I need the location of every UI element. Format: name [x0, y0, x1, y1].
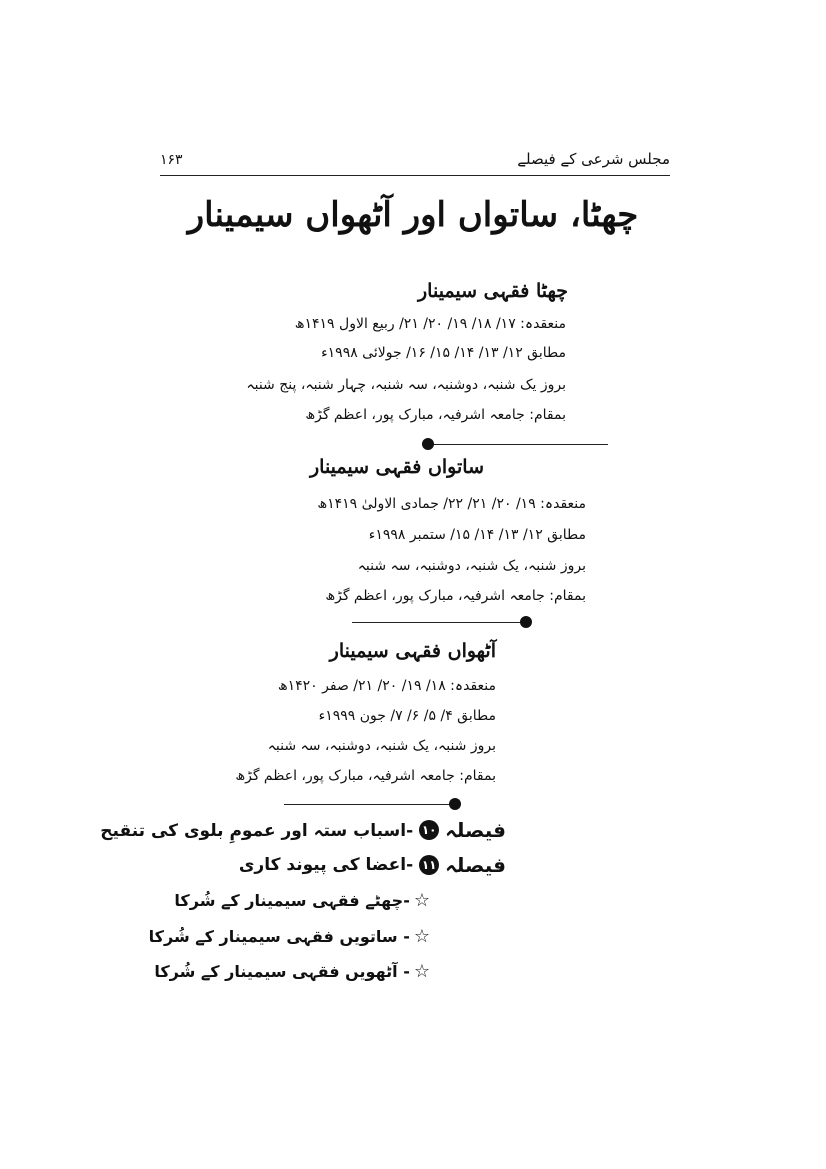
decision-number-badge: ۱۰	[419, 820, 439, 840]
running-header	[160, 150, 670, 176]
decision-title: -اسباب ستہ اور عمومِ بلوی کی تنقیح	[100, 820, 414, 841]
separator-line	[428, 444, 608, 445]
participants-seminar-6	[174, 890, 430, 911]
decision-word: فیصلہ	[445, 853, 506, 877]
seminar-6-corresponding: مطابق ۱۲/ ۱۳/ ۱۴/ ۱۵/ ۱۶/ جولائی ۱۹۹۸ء	[321, 345, 566, 361]
separator-line	[352, 622, 530, 623]
seminar-8-held: منعقدہ: ۱۸/ ۱۹/ ۲۰/ ۲۱/ صفر ۱۴۲۰ھ	[277, 678, 496, 694]
decision-10	[100, 818, 506, 842]
header-rule	[160, 175, 670, 176]
seminar-6-held: منعقدہ: ۱۷/ ۱۸/ ۱۹/ ۲۰/ ۲۱/ ربیع الاول ۱۴۱۹ھ	[294, 316, 566, 332]
seminar-6-heading: چھٹا فقہی سیمینار	[418, 280, 568, 302]
participants-label: -چھٹے فقہی سیمینار کے شُرکا	[174, 891, 410, 910]
decision-11	[239, 853, 506, 877]
seminar-7-venue: بمقام: جامعہ اشرفیہ، مبارک پور، اعظم گڑھ	[325, 588, 586, 604]
seminar-8-days: بروز شنبہ، یک شنبہ، دوشنبہ، سہ شنبہ	[267, 738, 496, 754]
seminar-7-heading: ساتواں فقہی سیمینار	[309, 456, 484, 478]
seminar-6-venue: بمقام: جامعہ اشرفیہ، مبارک پور، اعظم گڑھ	[305, 407, 566, 423]
participants-seminar-7	[149, 926, 430, 947]
page-title: چھٹا، ساتواں اور آٹھواں سیمینار	[187, 195, 639, 235]
participants-seminar-8	[154, 961, 430, 982]
separator-dot	[520, 616, 532, 628]
decision-number-badge: ۱۱	[419, 855, 439, 875]
participants-label: - ساتویں فقہی سیمینار کے شُرکا	[148, 927, 410, 946]
participants-label: - آٹھویں فقہی سیمینار کے شُرکا	[154, 962, 410, 981]
separator-line	[284, 804, 456, 805]
seminar-7-corresponding: مطابق ۱۲/ ۱۳/ ۱۴/ ۱۵/ ستمبر ۱۹۹۸ء	[368, 527, 586, 543]
page-number: ۱۶۳	[160, 152, 189, 168]
seminar-8-heading: آٹھواں فقہی سیمینار	[329, 640, 496, 662]
separator-dot	[422, 438, 434, 450]
separator-dot	[449, 798, 461, 810]
seminar-7-days: بروز شنبہ، یک شنبہ، دوشنبہ، سہ شنبہ	[357, 558, 586, 574]
decision-title: -اعضا کی پیوند کاری	[238, 855, 414, 875]
star-icon: ☆	[413, 961, 430, 982]
header-title: مجلس شرعی کے فیصلے	[511, 150, 670, 168]
seminar-8-corresponding: مطابق ۴/ ۵/ ۶/ ۷/ جون ۱۹۹۹ء	[318, 708, 496, 724]
star-icon: ☆	[413, 926, 430, 947]
seminar-7-held: منعقدہ: ۱۹/ ۲۰/ ۲۱/ ۲۲/ جمادی الاولیٰ ۱۴۱۹ھ	[317, 496, 586, 512]
star-icon: ☆	[413, 890, 430, 911]
decision-word: فیصلہ	[445, 818, 506, 842]
seminar-8-venue: بمقام: جامعہ اشرفیہ، مبارک پور، اعظم گڑھ	[235, 768, 496, 784]
seminar-6-days: بروز یک شنبہ، دوشنبہ، سہ شنبہ، چہار شنبہ، پنج شنبہ	[246, 377, 566, 393]
